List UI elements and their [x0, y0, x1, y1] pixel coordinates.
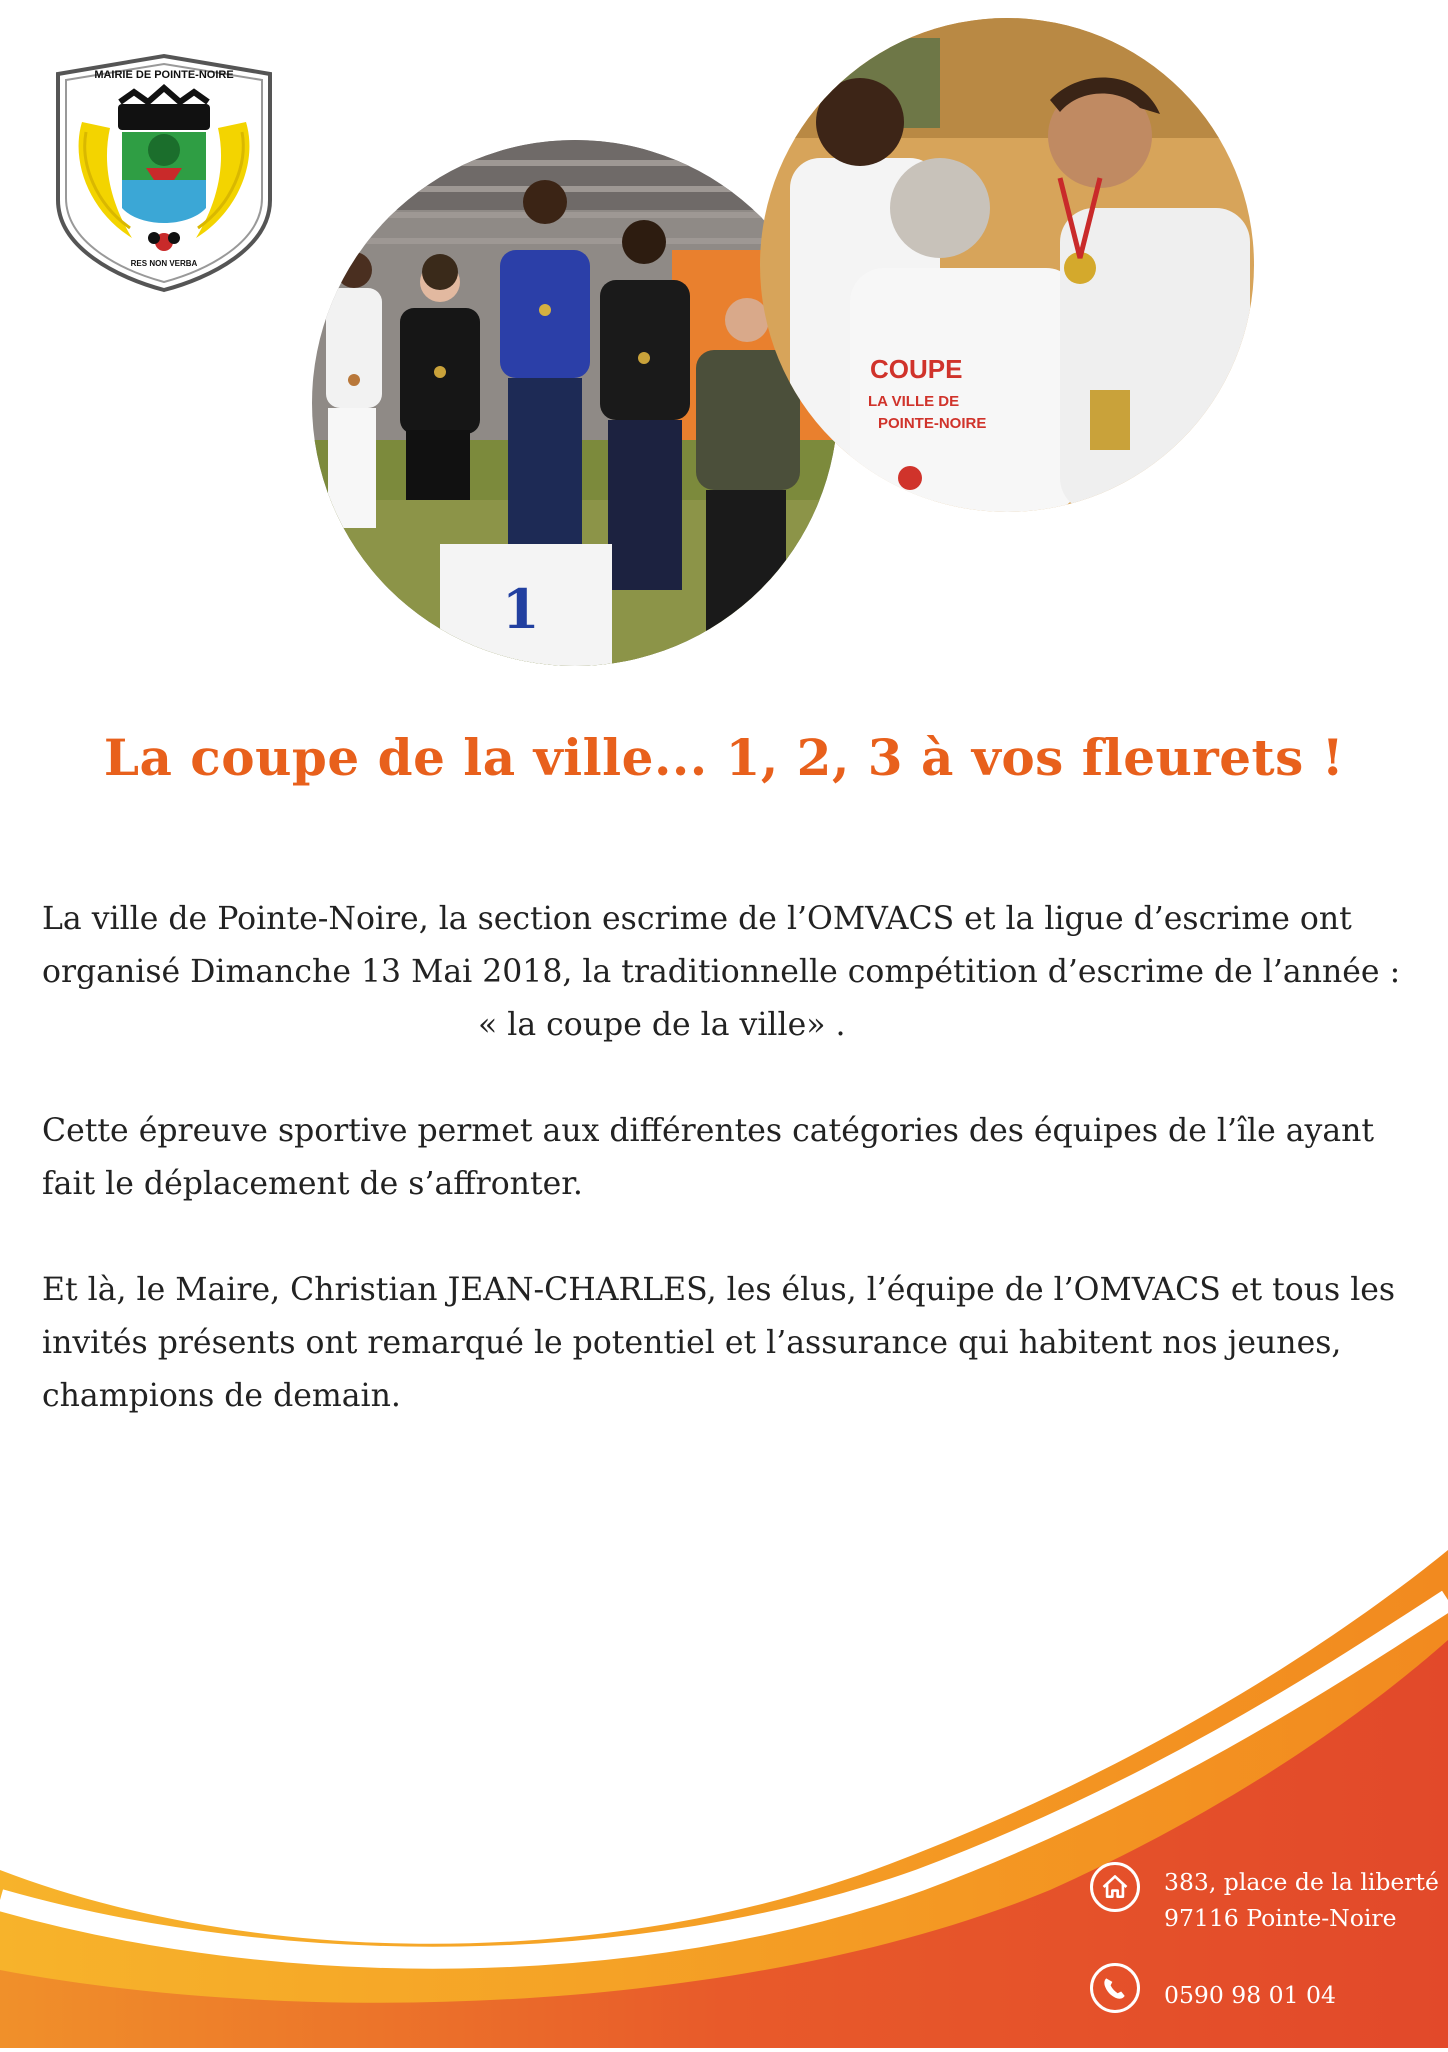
svg-text:LA VILLE DE: LA VILLE DE	[868, 393, 960, 410]
headline: La coupe de la ville... 1, 2, 3 à vos fleurets !	[103, 728, 1345, 787]
podium-photo	[312, 140, 838, 666]
svg-text:RES NON VERBA: RES NON VERBA	[130, 259, 198, 268]
svg-text:POINTE-NOIRE: POINTE-NOIRE	[878, 415, 987, 432]
svg-text:COUPE: COUPE	[870, 354, 963, 384]
paragraph-1-text: La ville de Pointe-Noire, la section escrime de l’OMVACS et la ligue d’escrime ont organisé Dimanche 13 Mai 2018, la traditionnelle compétition d’escrime de l’année :	[42, 901, 1401, 990]
paragraph-1	[42, 893, 1422, 1052]
phone-icon	[1090, 1963, 1140, 2013]
svg-text:MAIRIE DE POINTE-NOIRE: MAIRIE DE POINTE-NOIRE	[94, 69, 234, 81]
home-icon	[1090, 1862, 1140, 1912]
paragraph-2: Cette épreuve sportive permet aux différentes catégories des équipes de l’île ayant fait le déplacement de s’affronter.	[42, 1113, 1375, 1202]
city-crest-logo	[50, 52, 278, 294]
paragraph-1-quote: « la coupe de la ville» .	[478, 1007, 846, 1043]
phone-number: 0590 98 01 04	[1164, 1981, 1336, 2009]
address-line-2: 97116 Pointe-Noire	[1164, 1904, 1397, 1932]
address-line-1: 383, place de la liberté	[1164, 1868, 1439, 1896]
address	[1164, 1864, 1439, 1936]
article-body	[42, 893, 1422, 1423]
paragraph-3: Et là, le Maire, Christian JEAN-CHARLES, les élus, l’équipe de l’OMVACS et tous les invités présents ont remarqué le potentiel et l’assurance qui habitent nos jeunes, champions de demain.	[42, 1272, 1396, 1414]
footer-swoosh	[0, 1500, 1448, 2048]
svg-text:1: 1	[502, 577, 540, 641]
medal-ceremony-photo	[760, 18, 1254, 512]
